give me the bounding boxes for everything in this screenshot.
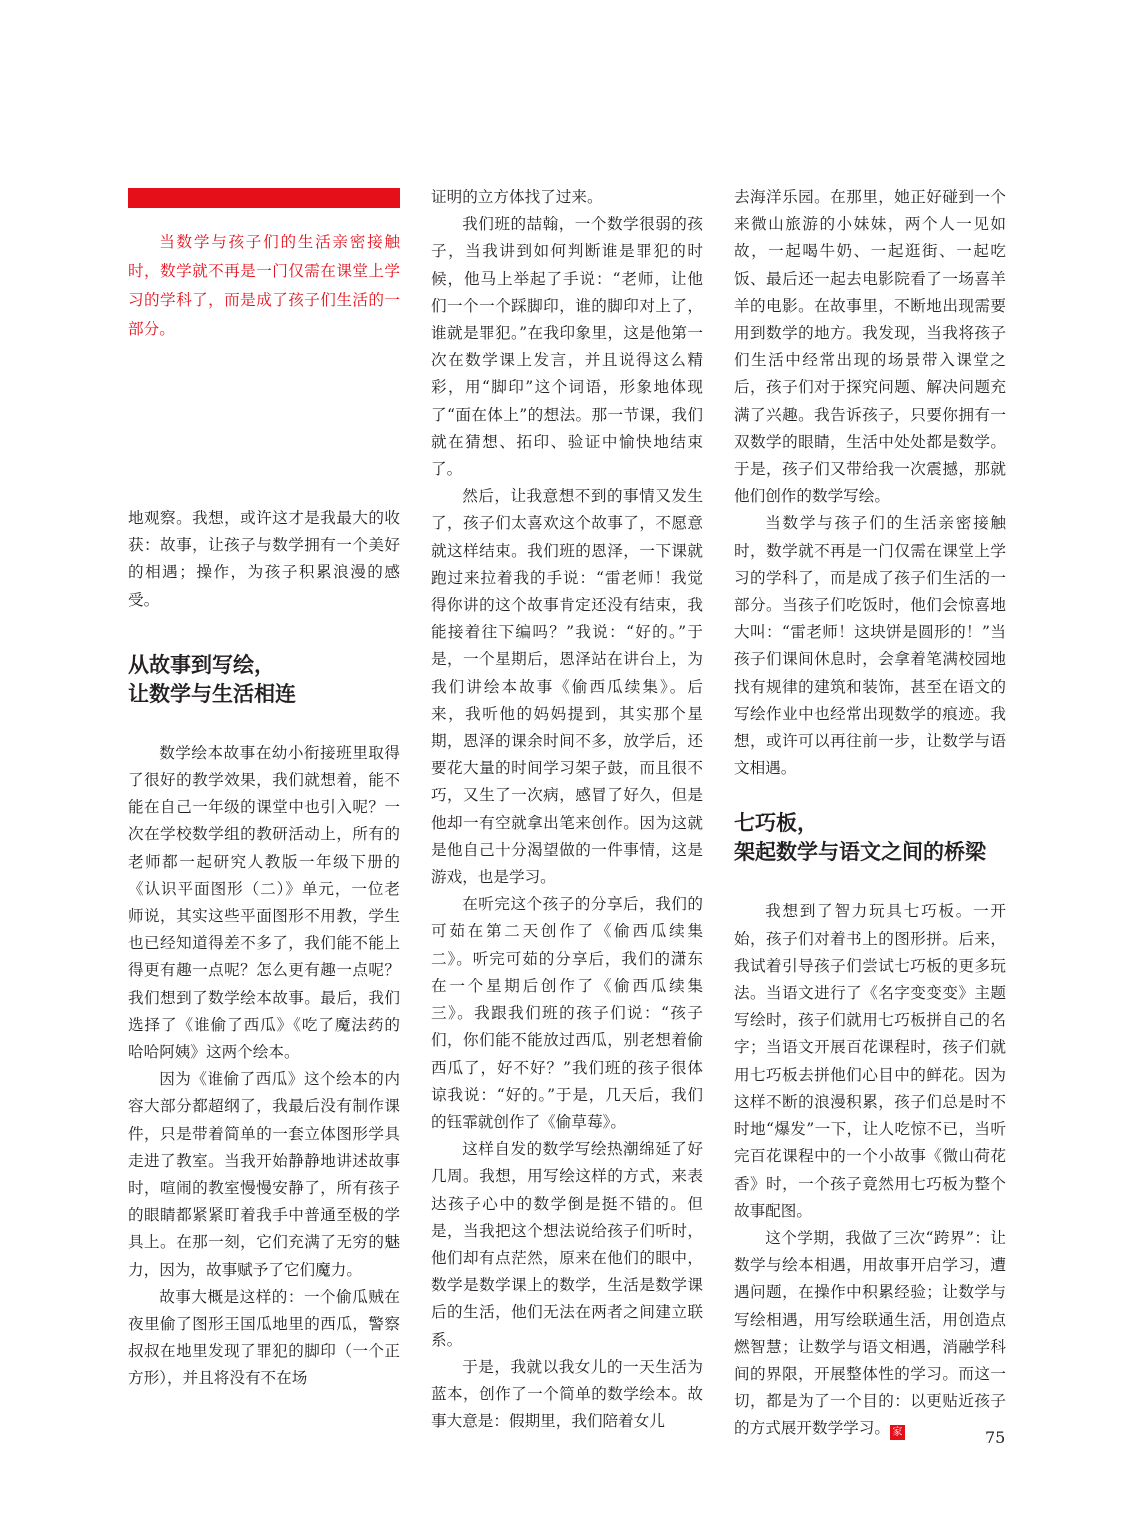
paragraph: 当数学与孩子们的生活亲密接触时，数学就不再是一门仅需在课堂上学习的学科了，而是成了孩子们生活的一部分。当孩子们吃饭时，他们会惊喜地大叫：“雷老师！这块饼是圆形的！”当孩子们课间休息时，会拿着笔满校园地找有规律的建筑和装饰，甚至在语文的写绘作业中也经常出现数学的痕迹。我想，或许可以再往前一步，让数学与语文相遇。 — [734, 514, 1006, 778]
heading-line-2: 架起数学与语文之间的桥梁 — [734, 840, 986, 865]
heading-line-2: 让数学与生活相连 — [128, 681, 296, 706]
red-accent-bar — [128, 188, 400, 208]
paragraph: 故事大概是这样的：一个偷瓜贼在夜里偷了图形王国瓜地里的西瓜，警察叔叔在地里发现了罪犯的脚印（一个正方形），并且将没有不在场 — [128, 1287, 400, 1388]
paragraph: 我想到了智力玩具七巧板。一开始，孩子们对着书上的图形拼。后来，我试着引导孩子们尝试七巧板的更多玩法。当语文进行了《名字变变变》主题写绘时，孩子们就用七巧板拼自己的名字；当语文开展百花课程时，孩子们就用七巧板去拼他们心目中的鲜花。因为这样不断的浪漫积累，孩子们总是时不时地“爆发”一下，让人吃惊不已，当听完百花课程中的一个小故事《微山荷花香》时，一个孩子竟然用七巧板为整个故事配图。 — [734, 902, 1006, 1220]
paragraph: 证明的立方体找了过来。 — [431, 188, 603, 206]
paragraph: 然后，让我意想不到的事情又发生了，孩子们太喜欢这个故事了，不愿意就这样结束。我们班的恩泽，一下课就跑过来拉着我的手说：“雷老师！我觉得你讲的这个故事肯定还没有结束，我能接着往下编吗？”我说：“好的。”于是，一个星期后，恩泽站在讲台上，为我们讲绘本故事《偷西瓜续集》。后来，我听他的妈妈提到，其实那个星期，恩泽的课余时间不多，放学后，还要花大量的时间学习架子鼓，而且很不巧，又生了一次病，感冒了好久，但是他却一有空就拿出笔来创作。因为这就是他自己十分渴望做的一件事情，这是游戏，也是学习。 — [431, 487, 703, 887]
column-3 — [734, 184, 1006, 1443]
section-heading — [128, 651, 400, 709]
paragraph: 这样自发的数学写绘热潮绵延了好几周。我想，用写绘这样的方式，来表达孩子心中的数学倒是挺不错的。但是，当我把这个想法说给孩子们听时，他们却有点茫然，原来在他们的眼中，数学是数学课上的数学，生活是数学课后的生活，他们无法在两者之间建立联系。 — [431, 1140, 703, 1349]
column-2 — [431, 184, 703, 1435]
heading-line-1: 七巧板， — [734, 811, 818, 836]
paragraph: 去海洋乐园。在那里，她正好碰到一个来微山旅游的小妹妹，两个人一见如故，一起喝牛奶、一起逛街、一起吃饭、最后还一起去电影院看了一场喜羊羊的电影。在故事里，不断地出现需要用到数学的地方。我发现，当我将孩子们生活中经常出现的场景带入课堂之后，孩子们对于探究问题、解决问题充满了兴趣。我告诉孩子，只要你拥有一双数学的眼睛，生活中处处都是数学。于是，孩子们又带给我一次震撼，那就他们创作的数学写绘。 — [734, 188, 1006, 506]
paragraph: 地观察。我想，或许这才是我最大的收获：故事，让孩子与数学拥有一个美好的相遇；操作，为孩子积累浪漫的感受。 — [128, 509, 400, 609]
paragraph: 数学绘本故事在幼小衔接班里取得了很好的教学效果，我们就想着，能不能在自己一年级的课堂中也引入呢？一次在学校数学组的教研活动上，所有的老师都一起研究人教版一年级下册的《认识平面图形（二）》单元，一位老师说，其实这些平面图形不用教，学生也已经知道得差不多了，我们能不能上得更有趣一点呢？怎么更有趣一点呢？我们想到了数学绘本故事。最后，我们选择了《谁偷了西瓜》《吃了魔法药的哈哈阿姨》这两个绘本。 — [128, 743, 400, 1062]
end-mark-icon: 家 — [890, 1425, 905, 1440]
pull-quote: 当数学与孩子们的生活亲密接触时，数学就不再是一门仅需在课堂上学习的学科了，而是成了孩子们生活的一部分。 — [128, 233, 400, 338]
paragraph: 因为《谁偷了西瓜》这个绘本的内容大部分都超纲了，我最后没有制作课件，只是带着简单的一套立体图形学具走进了教室。当我开始静静地讲述故事时，喧闹的教室慢慢安静了，所有孩子的眼睛都紧紧盯着我手中普通至极的学具上。在那一刻，它们充满了无穷的魅力，因为，故事赋予了它们魔力。 — [128, 1070, 400, 1279]
paragraph: 于是，我就以我女儿的一天生活为蓝本，创作了一个简单的数学绘本。故事大意是：假期里，我们陪着女儿 — [431, 1357, 703, 1431]
page-number: 75 — [985, 1428, 1006, 1447]
paragraph — [734, 1225, 1006, 1443]
section-heading — [734, 809, 1006, 867]
paragraph: 我们班的喆翰，一个数学很弱的孩子，当我讲到如何判断谁是罪犯的时候，他马上举起了手说：“老师，让他们一个一个踩脚印，谁的脚印对上了，谁就是罪犯。”在我印象里，这是他第一次在数学课上发言，并且说得这么精彩，用“脚印”这个词语，形象地体现了“面在体上”的想法。那一节课，我们就在猜想、拓印、验证中愉快地结束了。 — [431, 215, 703, 479]
column-1 — [128, 505, 400, 1393]
heading-line-1: 从故事到写绘， — [128, 652, 275, 677]
paragraph-text: 这个学期，我做了三次“跨界”：让数学与绘本相遇，用故事开启学习，遭遇问题，在操作中积累经验；让数学与写绘相遇，用写绘联通生活，用创造点燃智慧；让数学与语文相遇，消融学科间的界限，开展整体性的学习。而这一切，都是为了一个目的：以更贴近孩子的方式展开数学学习。 — [734, 1228, 1006, 1438]
paragraph: 在听完这个孩子的分享后，我们的可茹在第二天创作了《偷西瓜续集二》。听完可茹的分享后，我们的潇东在一个星期后创作了《偷西瓜续集三》。我跟我们班的孩子们说：“孩子们，你们能不能放过西瓜，别老想着偷西瓜了，好不好？”我们班的孩子很体谅我说：“好的。”于是，几天后，我们的钰霏就创作了《偷草莓》。 — [431, 895, 703, 1131]
